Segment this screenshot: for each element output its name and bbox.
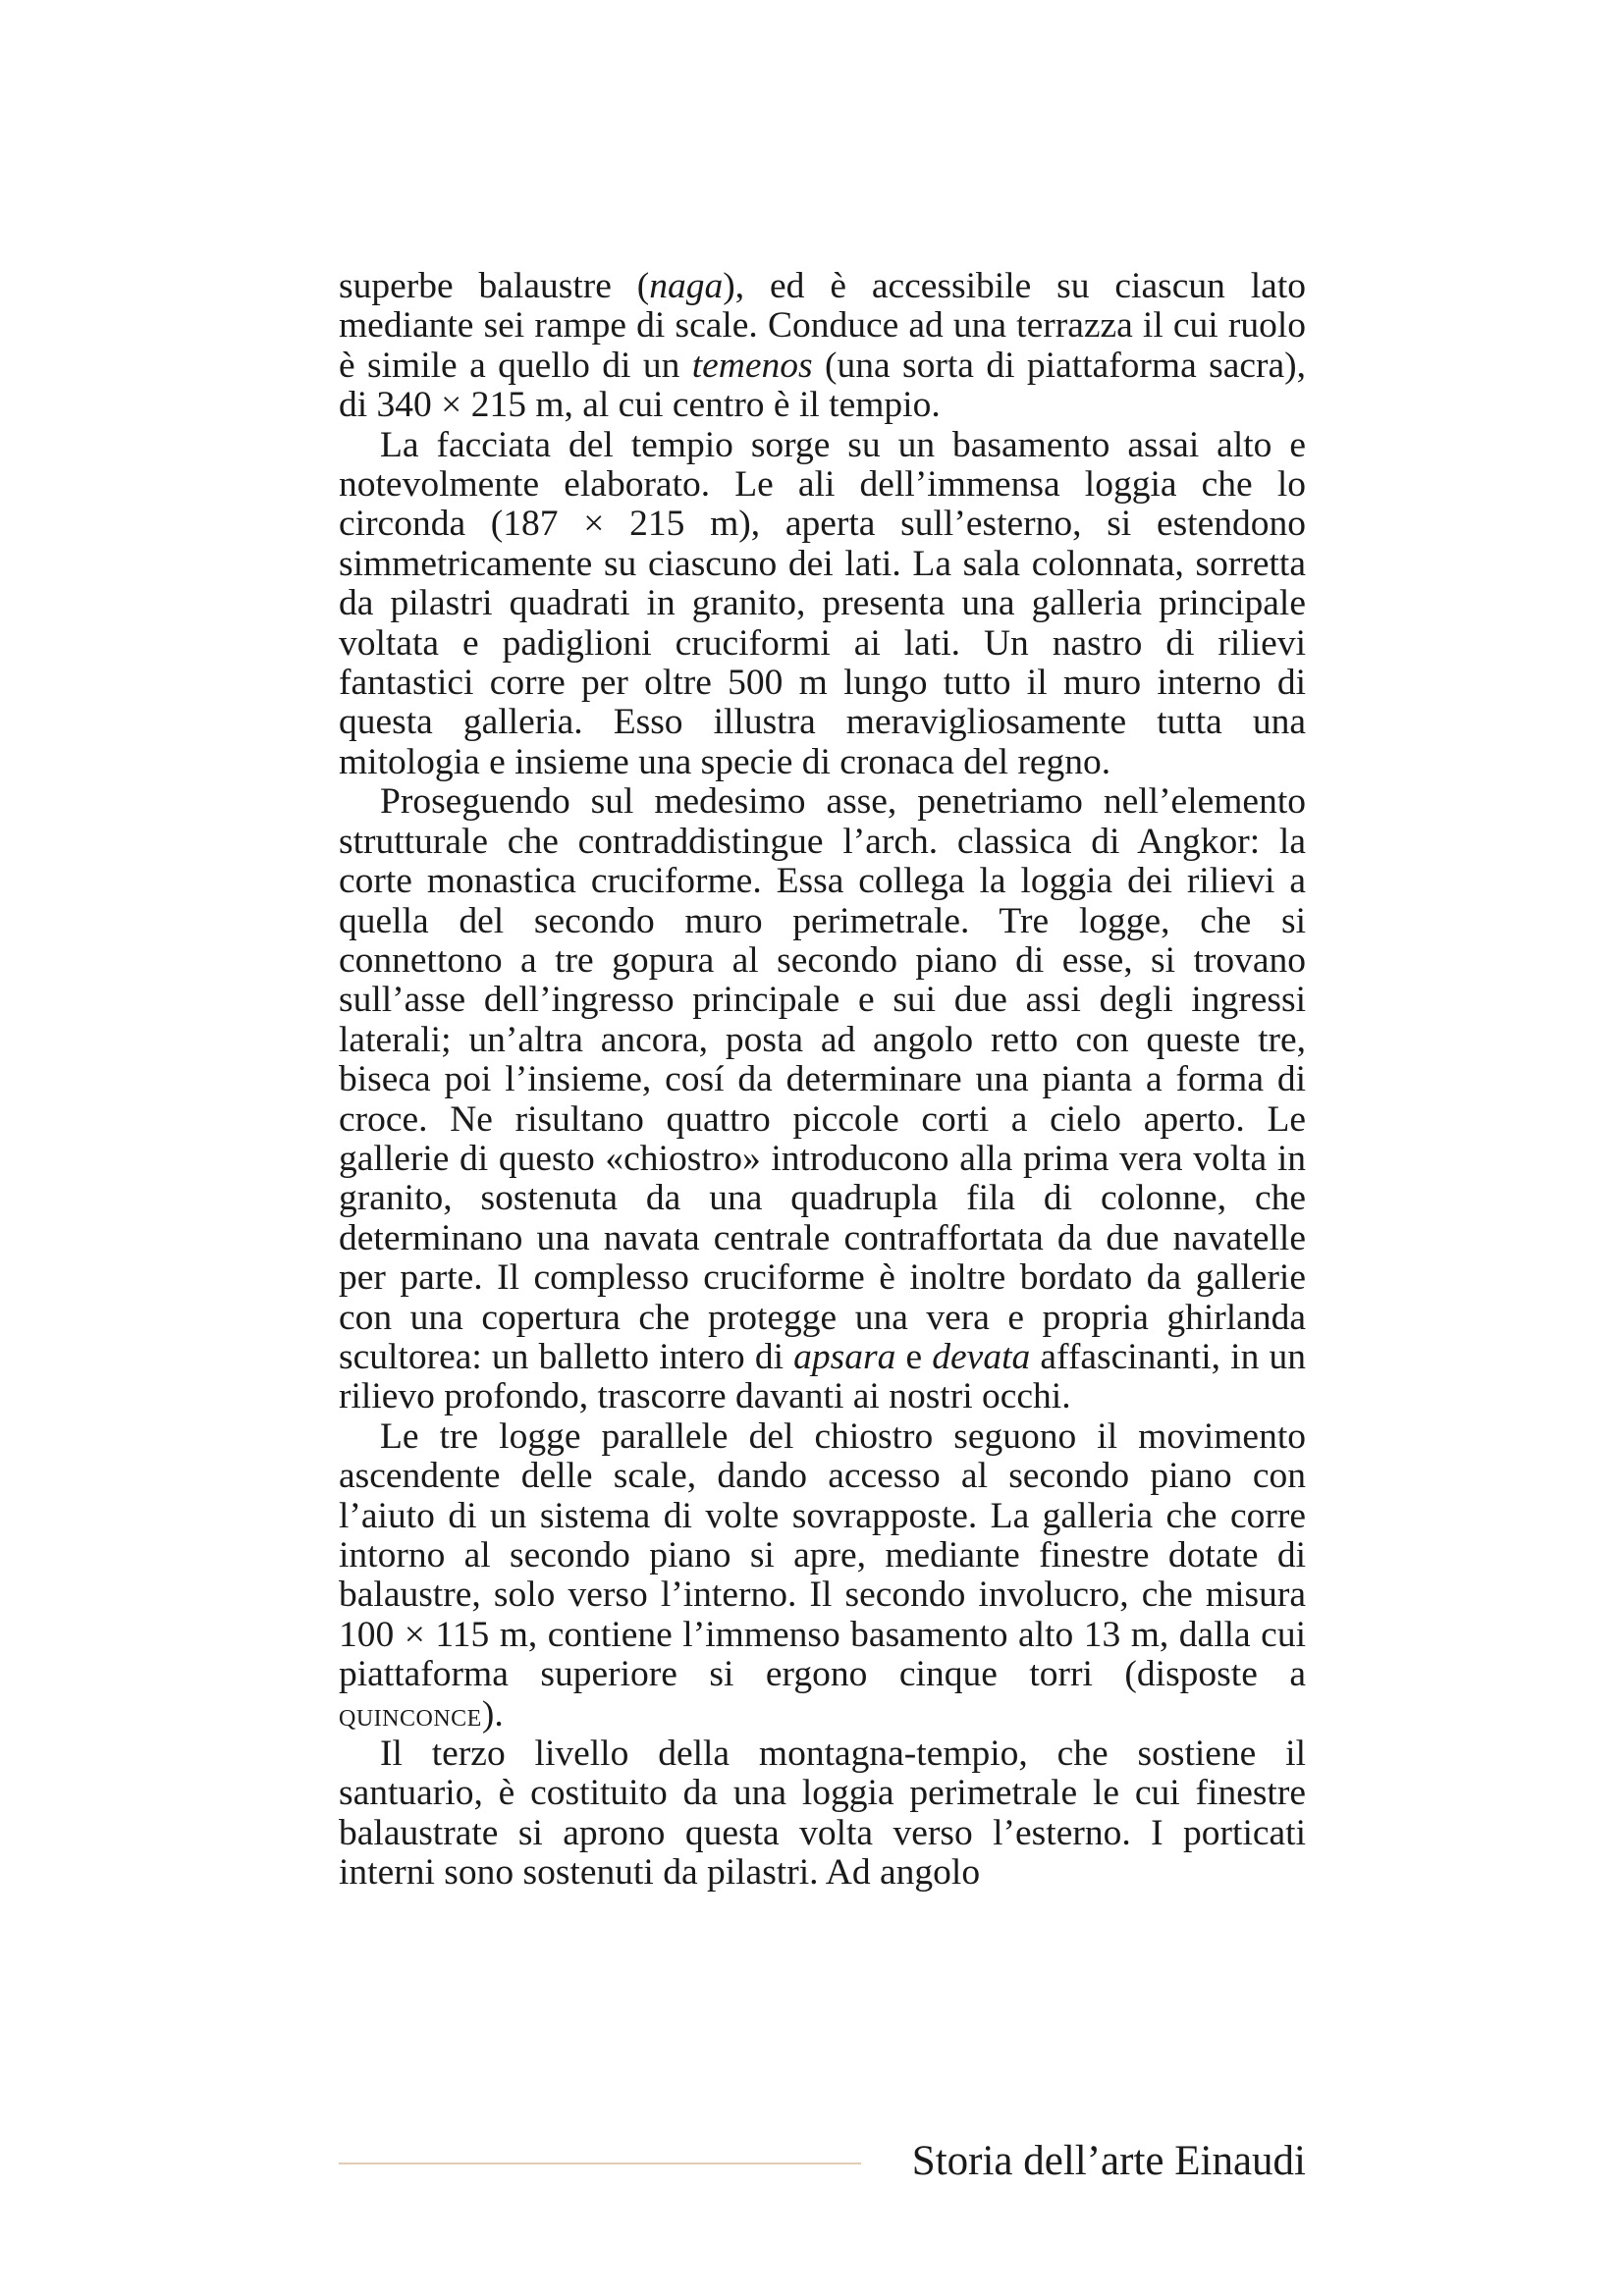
paragraph-1-text-a: superbe balaustre ( <box>339 266 650 306</box>
paragraph-4 <box>339 1417 1306 1735</box>
paragraph-4-text-b: ). <box>481 1693 504 1735</box>
page-footer <box>339 2132 1306 2191</box>
paragraph-3-text-a: Proseguendo sul medesimo asse, penetriamo nell’elemento strutturale che contraddistingue l’arch. classica di Angkor: la corte monastica cruciforme. Essa collega la loggia dei rilievi a quella del secondo muro perimetrale. Tre logge, che si connettono a tre gopura al secondo piano di esse, si trovano sull’asse dell’ingresso principale e sui due assi degli ingressi laterali; un’altra ancora, posta ad angolo retto con queste tre, biseca poi l’insieme, cosí da determinare una pianta a forma di croce. Ne risultano quattro piccole corti a cielo aperto. Le gallerie di questo «chiostro» introducono alla prima vera volta in granito, sostenuta da una quadrupla fila di colonne, che determinano una navata centrale contraffortata da due navatelle per parte. Il complesso cruciforme è inoltre bordato da gallerie con una copertura che protegge una vera e propria ghirlanda scultorea: un balletto intero di <box>339 781 1306 1377</box>
term-temenos: temenos <box>691 345 813 386</box>
paragraph-2: La facciata del tempio sorge su un basamento assai alto e notevolmente elaborato. Le ali dell’immensa loggia che lo circonda (187 × 215 m), aperta sull’esterno, si estendono simmetricamente su ciascuno dei lati. La sala colonnata, sorretta da pilastri quadrati in granito, presenta una galleria principale voltata e padiglioni cruciformi ai lati. Un nastro di rilievi fantastici corre per oltre 500 m lungo tutto il muro interno di questa galleria. Esso illustra meravigliosamente tutta una mitologia e insieme una specie di cronaca del regno. <box>339 424 1306 782</box>
paragraph-1-text-b: ), ed è accessibile su ciascun lato mediante sei rampe di scale. Conduce ad una terrazza il cui ruolo è simile a quello di un <box>339 266 1306 386</box>
term-devata: devata <box>932 1336 1031 1377</box>
paragraph-3-text-c: affascinanti, in un rilievo profondo, trascorre davanti ai nostri occhi. <box>339 1336 1306 1417</box>
paragraph-1-text-c: (una sorta di piattaforma sacra), di 340 × 215 m, al cui centro è il tempio. <box>339 345 1307 426</box>
paragraph-1 <box>339 267 1306 426</box>
body-text <box>339 267 1306 1894</box>
term-naga: naga <box>649 266 724 306</box>
footer-title: Storia dell’arte Einaudi <box>911 2138 1306 2184</box>
term-apsara: apsara <box>793 1336 896 1377</box>
paragraph-3-text-b: e <box>895 1336 933 1377</box>
paragraph-5: Il terzo livello della montagna-tempio, che sostiene il santuario, è costituito da una loggia perimetrale le cui finestre balaustrate si aprono questa volta verso l’esterno. I porticati interni sono sostenuti da pilastri. Ad angolo <box>339 1734 1306 1894</box>
paragraph-3 <box>339 782 1306 1417</box>
footer-rule <box>339 2163 861 2164</box>
term-quinconce: quinconce <box>339 1695 482 1734</box>
paragraph-4-text-a: Le tre logge parallele del chiostro seguono il movimento ascendente delle scale, dando accesso al secondo piano con l’aiuto di un sistema di volte sovrapposte. La galleria che corre intorno al secondo piano si apre, mediante finestre dotate di balaustre, solo verso l’interno. Il secondo involucro, che misura 100 × 115 m, contiene l’immenso basamento alto 13 m, dalla cui piattaforma superiore si ergono cinque torri (disposte a <box>339 1415 1306 1695</box>
